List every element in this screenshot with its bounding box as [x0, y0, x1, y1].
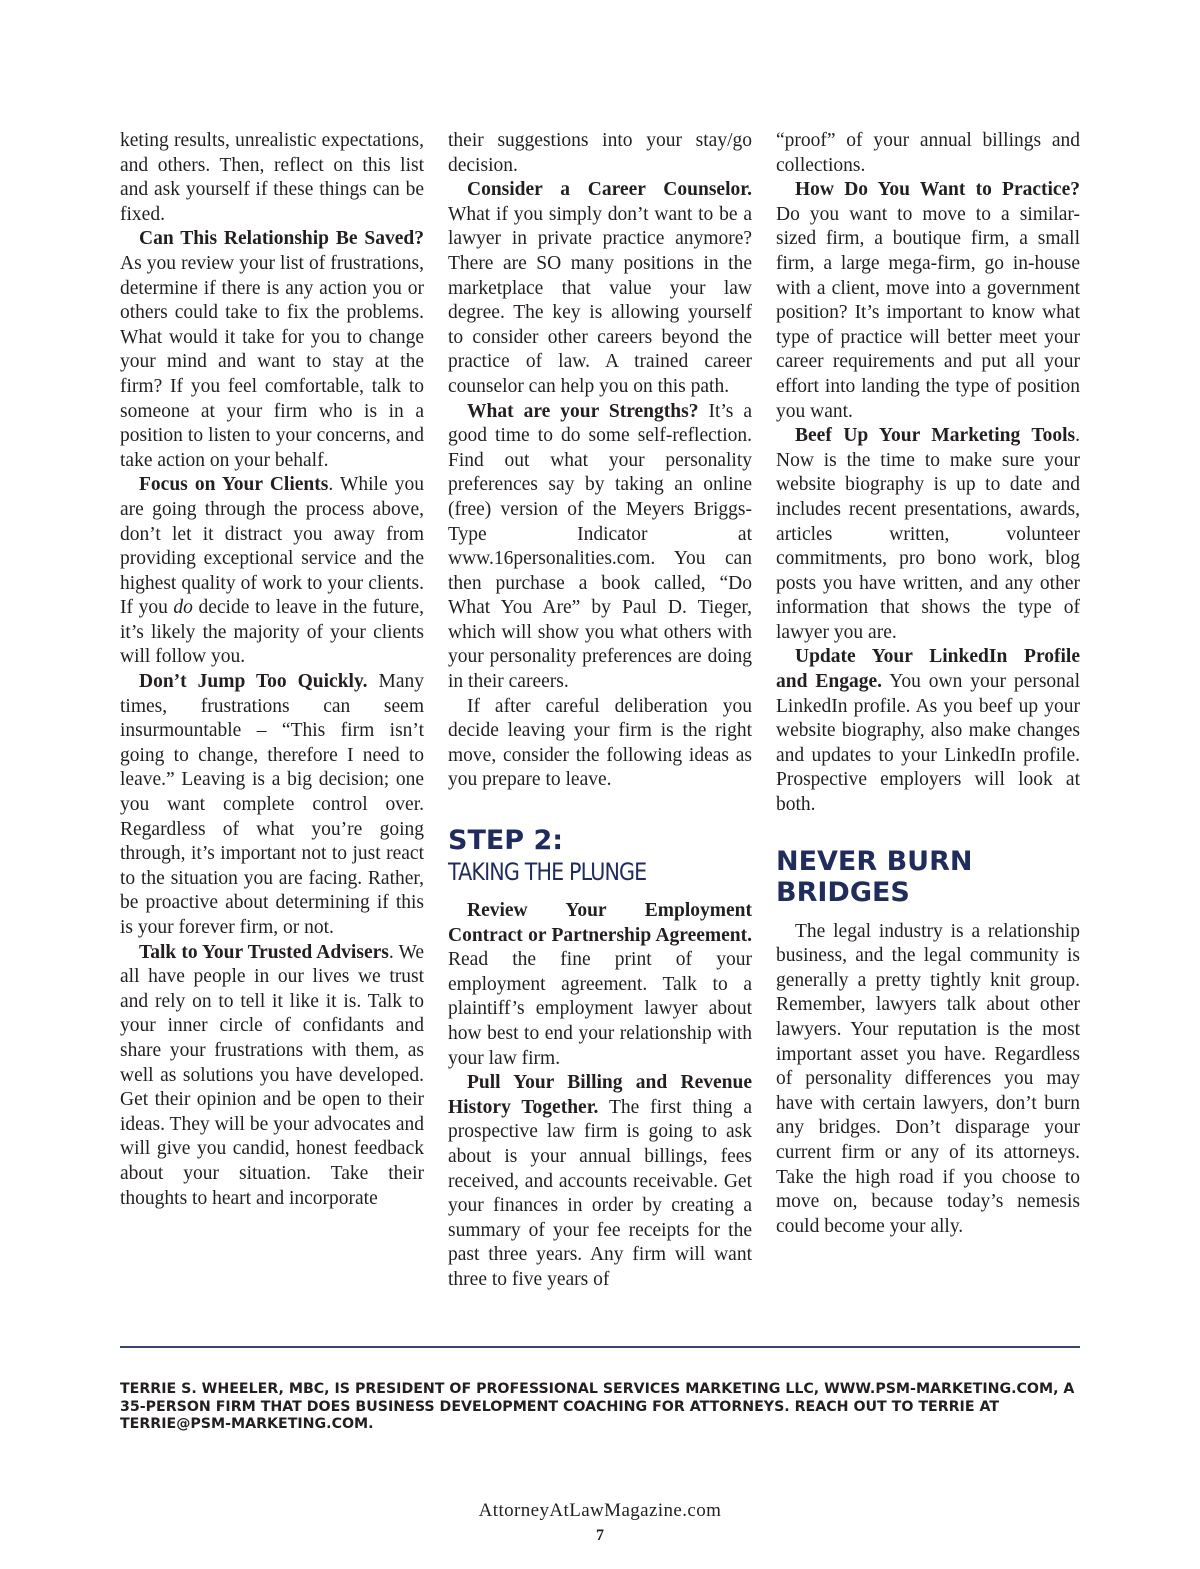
page-number: 7 [596, 1527, 604, 1544]
footer-site-name: AttorneyAtLawMagazine.com [478, 1500, 722, 1521]
paragraph-lead-in: Review Your Employment Contract or Partnership Agreement. [448, 900, 752, 946]
paragraph: Consider a Career Counselor. What if you simply don’t want to be a lawyer in private practice anymore? There are SO many positions in the marketplace that value your law degree. The key is allowing yourself to consider other careers beyond the practice of law. A trained career counselor can help you on this path. [448, 179, 752, 397]
paragraph: Focus on Your Clients. While you are going through the process above, don’t let it distract you away from providing exceptional service and the highest quality of work to your clients. If you do decide to leave in the future, it’s likely the majority of your clients will follow you. [120, 474, 424, 668]
section-heading-step-2: STEP 2: [448, 825, 564, 857]
paragraph-lead-in: Can This Relationship Be Saved? [139, 228, 424, 250]
section-subheading: TAKING THE PLUNGE [448, 858, 647, 887]
paragraph: Update Your LinkedIn Profile and Engage. You own your personal LinkedIn profile. As you beef up your website biography, also make changes and updates to your LinkedIn profile. Prospective employers will look at both. [776, 646, 1080, 816]
author-bio: TERRIE S. WHEELER, MBC, IS PRESIDENT OF PROFESSIONAL SERVICES MARKETING LLC, WWW.PSM-MARKETING.COM, A 35-PERSON FIRM THAT DOES BUSINESS DEVELOPMENT COACHING FOR ATTORNEYS. REACH OUT TO TERRIE AT TERRIE@PSM-MARKETING.COM. [120, 1381, 1075, 1432]
paragraph: Don’t Jump Too Quickly. Many times, frustrations can seem insurmountable – “This firm isn’t going to change, therefore I need to leave.” Leaving is a big decision; one you want complete control over. Regardless of what you’re going through, it’s important not to just react to the situation you are facing. Rather, be proactive about determining if this is your forever firm, or not. [120, 671, 424, 938]
section-heading-never-burn-bridges: NEVER BURN BRIDGES [776, 845, 973, 908]
paragraph: keting results, unrealistic expectations, and others. Then, reflect on this list and ask yourself if these things can be fixed. [120, 130, 424, 225]
paragraph: Review Your Employment Contract or Partnership Agreement. Read the fine print of your employment agreement. Talk to a plaintiff’s employment lawyer about how best to end your relationship with your law firm. [448, 900, 752, 1069]
divider-rule [120, 1346, 1080, 1348]
paragraph: If after careful deliberation you decide leaving your firm is the right move, consider the following ideas as you prepare to leave. [448, 695, 752, 791]
paragraph: Talk to Your Trusted Advisers. We all have people in our lives we trust and rely on to tell it like it is. Talk to your inner circle of confidants and share your frustrations with them, as well as solutions you have developed. Get their opinion and be open to their ideas. They will be your advocates and will give you candid, honest feedback about your situation. Take their thoughts to heart and incorporate [120, 941, 424, 1209]
paragraph: How Do You Want to Practice? Do you want to move to a similar-sized firm, a boutique firm, a small firm, a large mega-firm, go in-house with a client, move into a government position? It’s important to know what type of practice will better meet your career requirements and put all your effort into landing the type of position you want. [776, 179, 1080, 422]
paragraph: The legal industry is a relationship business, and the legal community is generally a pretty tightly knit group. Remember, lawyers talk about other lawyers. Your reputation is the most important asset you have. Regardless of personality differences you may have with certain lawyers, don’t burn any bridges. Don’t disparage your current firm or any of its attorneys. Take the high road if you choose to move on, because today’s nemesis could become your ally. [776, 920, 1080, 1237]
paragraph-lead-in: Focus on Your Clients [139, 474, 329, 496]
paragraph-lead-in: Beef Up Your Marketing Tools [795, 425, 1076, 447]
article-column-2 [448, 129, 752, 1293]
paragraph: “proof” of your annual billings and collections. [776, 130, 1080, 176]
paragraph-lead-in: Consider a Career Counselor. [467, 179, 752, 201]
paragraph: Beef Up Your Marketing Tools. Now is the time to make sure your website biography is up to date and includes recent presentations, awards, articles written, volunteer commitments, pro bono work, blog posts you have written, and any other information that shows the type of lawyer you are. [776, 425, 1080, 643]
article-column-3 [776, 129, 1080, 1239]
article-column-1 [120, 129, 424, 1211]
paragraph-lead-in: How Do You Want to Practice? [795, 179, 1080, 201]
paragraph-lead-in: Talk to Your Trusted Advisers [139, 941, 389, 963]
paragraph: Can This Relationship Be Saved? As you review your list of frustrations, determine if there is any action you or others could take to fix the problems. What would it take for you to change your mind and want to stay at the firm? If you feel comfortable, talk to someone at your firm who is in a position to listen to your concerns, and take action on your behalf. [120, 228, 424, 471]
paragraph-lead-in: Don’t Jump Too Quickly. [139, 671, 368, 693]
paragraph-lead-in: What are your Strengths? [467, 400, 699, 422]
paragraph: Pull Your Billing and Revenue History Together. The first thing a prospective law firm is going to ask about is your annual billings, fees received, and accounts receivable. Get your finances in order by creating a summary of your fee receipts for the past three years. Any firm will want three to five years of [448, 1072, 752, 1290]
paragraph-lead-in: Update Your LinkedIn Profile and Engage. [776, 646, 1080, 693]
paragraph: their suggestions into your stay/go decision. [448, 130, 752, 176]
paragraph: What are your Strengths? It’s a good time to do some self-reflection. Find out what your personality preferences say by taking an online (free) version of the Meyers Briggs-Type Indicator at www.16personalities.com. You can then purchase a book called, “Do What You Are” by Paul D. Tieger, which will show you what others with your personality preferences are doing in their careers. [448, 400, 753, 693]
paragraph-lead-in: Pull Your Billing and Revenue History Together. [448, 1072, 752, 1118]
